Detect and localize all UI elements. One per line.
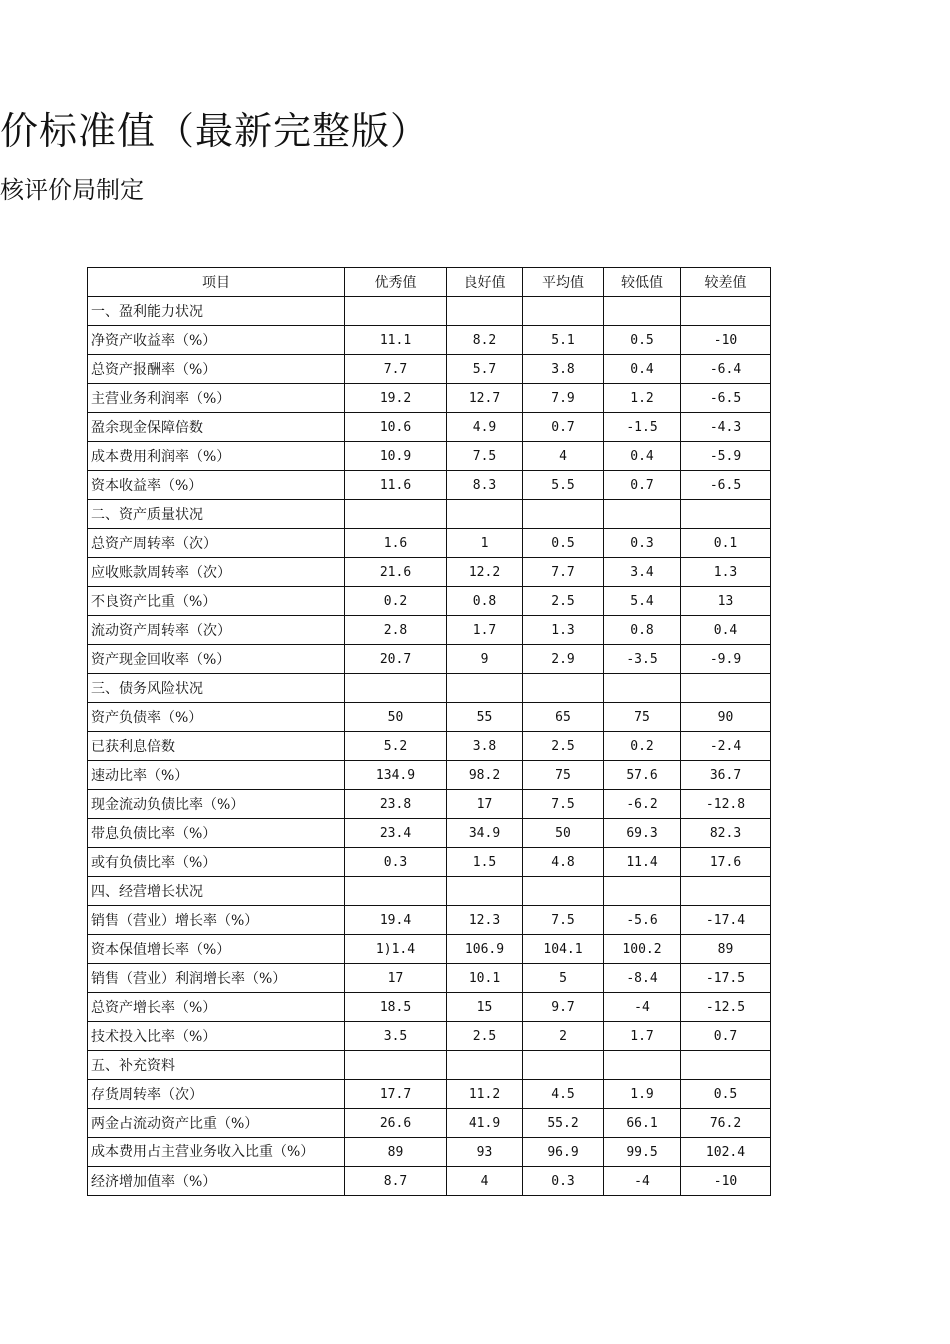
metric-name: 技术投入比率（%） — [88, 1022, 345, 1051]
metric-name: 或有负债比率（%） — [88, 848, 345, 877]
value-cell: 75 — [523, 761, 604, 790]
table-row — [88, 355, 771, 384]
value-cell: -3.5 — [604, 645, 681, 674]
value-cell: 4 — [523, 442, 604, 471]
value-cell: 36.7 — [681, 761, 771, 790]
value-cell: 57.6 — [604, 761, 681, 790]
value-cell: -4 — [604, 1167, 681, 1196]
value-cell: 17 — [447, 790, 523, 819]
value-cell: 1)1.4 — [345, 935, 447, 964]
value-cell: 12.3 — [447, 906, 523, 935]
metric-name: 资本收益率（%） — [88, 471, 345, 500]
metric-name: 销售（营业）增长率（%） — [88, 906, 345, 935]
value-cell: -8.4 — [604, 964, 681, 993]
table-row — [88, 326, 771, 355]
table-row — [88, 1138, 771, 1167]
value-cell: 10.9 — [345, 442, 447, 471]
value-cell: 8.2 — [447, 326, 523, 355]
value-cell: 10.1 — [447, 964, 523, 993]
table-row — [88, 1167, 771, 1196]
value-cell: -6.5 — [681, 384, 771, 413]
metric-name: 不良资产比重（%） — [88, 587, 345, 616]
value-cell: 3.4 — [604, 558, 681, 587]
value-cell: 0.7 — [523, 413, 604, 442]
value-cell: 76.2 — [681, 1109, 771, 1138]
empty-cell — [523, 674, 604, 703]
section-row — [88, 674, 771, 703]
value-cell: 23.4 — [345, 819, 447, 848]
section-label: 五、补充资料 — [88, 1051, 345, 1080]
empty-cell — [681, 877, 771, 906]
table-row — [88, 732, 771, 761]
value-cell: 7.5 — [447, 442, 523, 471]
value-cell: 0.3 — [523, 1167, 604, 1196]
value-cell: -5.9 — [681, 442, 771, 471]
empty-cell — [681, 297, 771, 326]
value-cell: 11.4 — [604, 848, 681, 877]
table-row — [88, 616, 771, 645]
metric-name: 经济增加值率（%） — [88, 1167, 345, 1196]
value-cell: -4 — [604, 993, 681, 1022]
value-cell: -6.4 — [681, 355, 771, 384]
table-row — [88, 442, 771, 471]
value-cell: 50 — [345, 703, 447, 732]
header-excellent: 优秀值 — [345, 268, 447, 297]
metric-name: 主营业务利润率（%） — [88, 384, 345, 413]
value-cell: 90 — [681, 703, 771, 732]
value-cell: 2.9 — [523, 645, 604, 674]
value-cell: 0.2 — [604, 732, 681, 761]
value-cell: 1.7 — [604, 1022, 681, 1051]
value-cell: 2.5 — [447, 1022, 523, 1051]
value-cell: 18.5 — [345, 993, 447, 1022]
value-cell: 7.5 — [523, 906, 604, 935]
value-cell: 104.1 — [523, 935, 604, 964]
value-cell: 12.7 — [447, 384, 523, 413]
table-row — [88, 935, 771, 964]
value-cell: 19.2 — [345, 384, 447, 413]
value-cell: 0.7 — [681, 1022, 771, 1051]
metric-name: 资产负债率（%） — [88, 703, 345, 732]
value-cell: 1.2 — [604, 384, 681, 413]
value-cell: 0.3 — [345, 848, 447, 877]
metric-name: 两金占流动资产比重（%） — [88, 1109, 345, 1138]
metric-name: 成本费用利润率（%） — [88, 442, 345, 471]
empty-cell — [681, 500, 771, 529]
metric-name: 总资产报酬率（%） — [88, 355, 345, 384]
empty-cell — [447, 297, 523, 326]
value-cell: -17.4 — [681, 906, 771, 935]
value-cell: 0.4 — [604, 442, 681, 471]
value-cell: 0.7 — [604, 471, 681, 500]
value-cell: -5.6 — [604, 906, 681, 935]
value-cell: -2.4 — [681, 732, 771, 761]
empty-cell — [447, 674, 523, 703]
value-cell: 1.9 — [604, 1080, 681, 1109]
value-cell: 82.3 — [681, 819, 771, 848]
value-cell: 3.5 — [345, 1022, 447, 1051]
empty-cell — [604, 1051, 681, 1080]
metric-name: 资产现金回收率（%） — [88, 645, 345, 674]
table-row — [88, 819, 771, 848]
metric-name: 带息负债比率（%） — [88, 819, 345, 848]
table-row — [88, 645, 771, 674]
metric-name: 现金流动负债比率（%） — [88, 790, 345, 819]
value-cell: 4.5 — [523, 1080, 604, 1109]
value-cell: 3.8 — [447, 732, 523, 761]
value-cell: 21.6 — [345, 558, 447, 587]
table-row — [88, 761, 771, 790]
value-cell: 0.5 — [523, 529, 604, 558]
value-cell: 13 — [681, 587, 771, 616]
table-row — [88, 1109, 771, 1138]
section-row — [88, 500, 771, 529]
value-cell: -10 — [681, 326, 771, 355]
value-cell: 0.5 — [604, 326, 681, 355]
value-cell: 1.5 — [447, 848, 523, 877]
value-cell: 102.4 — [681, 1138, 771, 1167]
value-cell: -6.5 — [681, 471, 771, 500]
value-cell: 98.2 — [447, 761, 523, 790]
table-row — [88, 413, 771, 442]
value-cell: 0.2 — [345, 587, 447, 616]
value-cell: 12.2 — [447, 558, 523, 587]
value-cell: 66.1 — [604, 1109, 681, 1138]
value-cell: 1.3 — [523, 616, 604, 645]
value-cell: 0.4 — [604, 355, 681, 384]
metric-name: 盈余现金保障倍数 — [88, 413, 345, 442]
table-row — [88, 1080, 771, 1109]
value-cell: 50 — [523, 819, 604, 848]
value-cell: 4.9 — [447, 413, 523, 442]
empty-cell — [523, 1051, 604, 1080]
value-cell: 0.4 — [681, 616, 771, 645]
value-cell: 4 — [447, 1167, 523, 1196]
value-cell: 5.5 — [523, 471, 604, 500]
header-poor: 较差值 — [681, 268, 771, 297]
header-item: 项目 — [88, 268, 345, 297]
value-cell: 7.9 — [523, 384, 604, 413]
empty-cell — [604, 500, 681, 529]
metric-name: 应收账款周转率（次） — [88, 558, 345, 587]
metric-name: 速动比率（%） — [88, 761, 345, 790]
empty-cell — [345, 877, 447, 906]
value-cell: 5.2 — [345, 732, 447, 761]
section-label: 三、债务风险状况 — [88, 674, 345, 703]
value-cell: 0.1 — [681, 529, 771, 558]
value-cell: 20.7 — [345, 645, 447, 674]
value-cell: 1.3 — [681, 558, 771, 587]
section-label: 二、资产质量状况 — [88, 500, 345, 529]
value-cell: -12.8 — [681, 790, 771, 819]
table-row — [88, 703, 771, 732]
value-cell: -12.5 — [681, 993, 771, 1022]
value-cell: -17.5 — [681, 964, 771, 993]
empty-cell — [604, 877, 681, 906]
value-cell: 2.5 — [523, 587, 604, 616]
value-cell: 0.8 — [604, 616, 681, 645]
value-cell: 106.9 — [447, 935, 523, 964]
value-cell: -6.2 — [604, 790, 681, 819]
value-cell: 17 — [345, 964, 447, 993]
value-cell: 19.4 — [345, 906, 447, 935]
value-cell: 89 — [681, 935, 771, 964]
section-row — [88, 877, 771, 906]
header-average: 平均值 — [523, 268, 604, 297]
value-cell: 93 — [447, 1138, 523, 1167]
empty-cell — [681, 674, 771, 703]
empty-cell — [523, 500, 604, 529]
metric-name: 成本费用占主营业务收入比重（%） — [88, 1138, 345, 1167]
value-cell: 99.5 — [604, 1138, 681, 1167]
empty-cell — [345, 500, 447, 529]
value-cell: 1 — [447, 529, 523, 558]
value-cell: 41.9 — [447, 1109, 523, 1138]
table-header-row — [88, 268, 771, 297]
table-row — [88, 471, 771, 500]
value-cell: 5.4 — [604, 587, 681, 616]
value-cell: -1.5 — [604, 413, 681, 442]
value-cell: 9 — [447, 645, 523, 674]
table-row — [88, 1022, 771, 1051]
value-cell: 0.5 — [681, 1080, 771, 1109]
value-cell: 0.3 — [604, 529, 681, 558]
table-row — [88, 790, 771, 819]
empty-cell — [345, 1051, 447, 1080]
value-cell: 134.9 — [345, 761, 447, 790]
value-cell: 55 — [447, 703, 523, 732]
value-cell: 2.8 — [345, 616, 447, 645]
metric-name: 总资产周转率（次） — [88, 529, 345, 558]
table-row — [88, 558, 771, 587]
value-cell: 55.2 — [523, 1109, 604, 1138]
page-title: 价标准值（最新完整版） — [0, 109, 430, 153]
empty-cell — [523, 297, 604, 326]
metric-name: 流动资产周转率（次） — [88, 616, 345, 645]
value-cell: 5.1 — [523, 326, 604, 355]
value-cell: 2.5 — [523, 732, 604, 761]
section-row — [88, 297, 771, 326]
value-cell: 8.3 — [447, 471, 523, 500]
table-body — [88, 297, 771, 1196]
value-cell: 96.9 — [523, 1138, 604, 1167]
value-cell: 8.7 — [345, 1167, 447, 1196]
value-cell: 23.8 — [345, 790, 447, 819]
table-row — [88, 848, 771, 877]
value-cell: 10.6 — [345, 413, 447, 442]
empty-cell — [447, 1051, 523, 1080]
page-subtitle: 核评价局制定 — [0, 176, 144, 204]
value-cell: 17.7 — [345, 1080, 447, 1109]
value-cell: 26.6 — [345, 1109, 447, 1138]
empty-cell — [681, 1051, 771, 1080]
metric-name: 已获利息倍数 — [88, 732, 345, 761]
table-row — [88, 529, 771, 558]
table-row — [88, 964, 771, 993]
value-cell: 69.3 — [604, 819, 681, 848]
metric-name: 总资产增长率（%） — [88, 993, 345, 1022]
value-cell: 5 — [523, 964, 604, 993]
value-cell: 2 — [523, 1022, 604, 1051]
value-cell: -9.9 — [681, 645, 771, 674]
value-cell: 9.7 — [523, 993, 604, 1022]
value-cell: 75 — [604, 703, 681, 732]
metric-name: 销售（营业）利润增长率（%） — [88, 964, 345, 993]
value-cell: 0.8 — [447, 587, 523, 616]
value-cell: 7.7 — [523, 558, 604, 587]
empty-cell — [447, 877, 523, 906]
empty-cell — [604, 297, 681, 326]
value-cell: 11.1 — [345, 326, 447, 355]
section-label: 一、盈利能力状况 — [88, 297, 345, 326]
section-label: 四、经营增长状况 — [88, 877, 345, 906]
value-cell: 11.6 — [345, 471, 447, 500]
table-row — [88, 587, 771, 616]
header-good: 良好值 — [447, 268, 523, 297]
value-cell: 15 — [447, 993, 523, 1022]
table-row — [88, 384, 771, 413]
metric-name: 存货周转率（次） — [88, 1080, 345, 1109]
value-cell: 7.7 — [345, 355, 447, 384]
header-low: 较低值 — [604, 268, 681, 297]
empty-cell — [604, 674, 681, 703]
standard-values-table — [87, 267, 771, 1196]
value-cell: -4.3 — [681, 413, 771, 442]
value-cell: 34.9 — [447, 819, 523, 848]
empty-cell — [345, 297, 447, 326]
metric-name: 资本保值增长率（%） — [88, 935, 345, 964]
empty-cell — [345, 674, 447, 703]
value-cell: 3.8 — [523, 355, 604, 384]
value-cell: -10 — [681, 1167, 771, 1196]
metric-name: 净资产收益率（%） — [88, 326, 345, 355]
value-cell: 1.6 — [345, 529, 447, 558]
value-cell: 4.8 — [523, 848, 604, 877]
empty-cell — [523, 877, 604, 906]
value-cell: 100.2 — [604, 935, 681, 964]
value-cell: 17.6 — [681, 848, 771, 877]
section-row — [88, 1051, 771, 1080]
value-cell: 1.7 — [447, 616, 523, 645]
empty-cell — [447, 500, 523, 529]
value-cell: 89 — [345, 1138, 447, 1167]
value-cell: 11.2 — [447, 1080, 523, 1109]
table-row — [88, 993, 771, 1022]
value-cell: 65 — [523, 703, 604, 732]
value-cell: 5.7 — [447, 355, 523, 384]
table-row — [88, 906, 771, 935]
value-cell: 7.5 — [523, 790, 604, 819]
